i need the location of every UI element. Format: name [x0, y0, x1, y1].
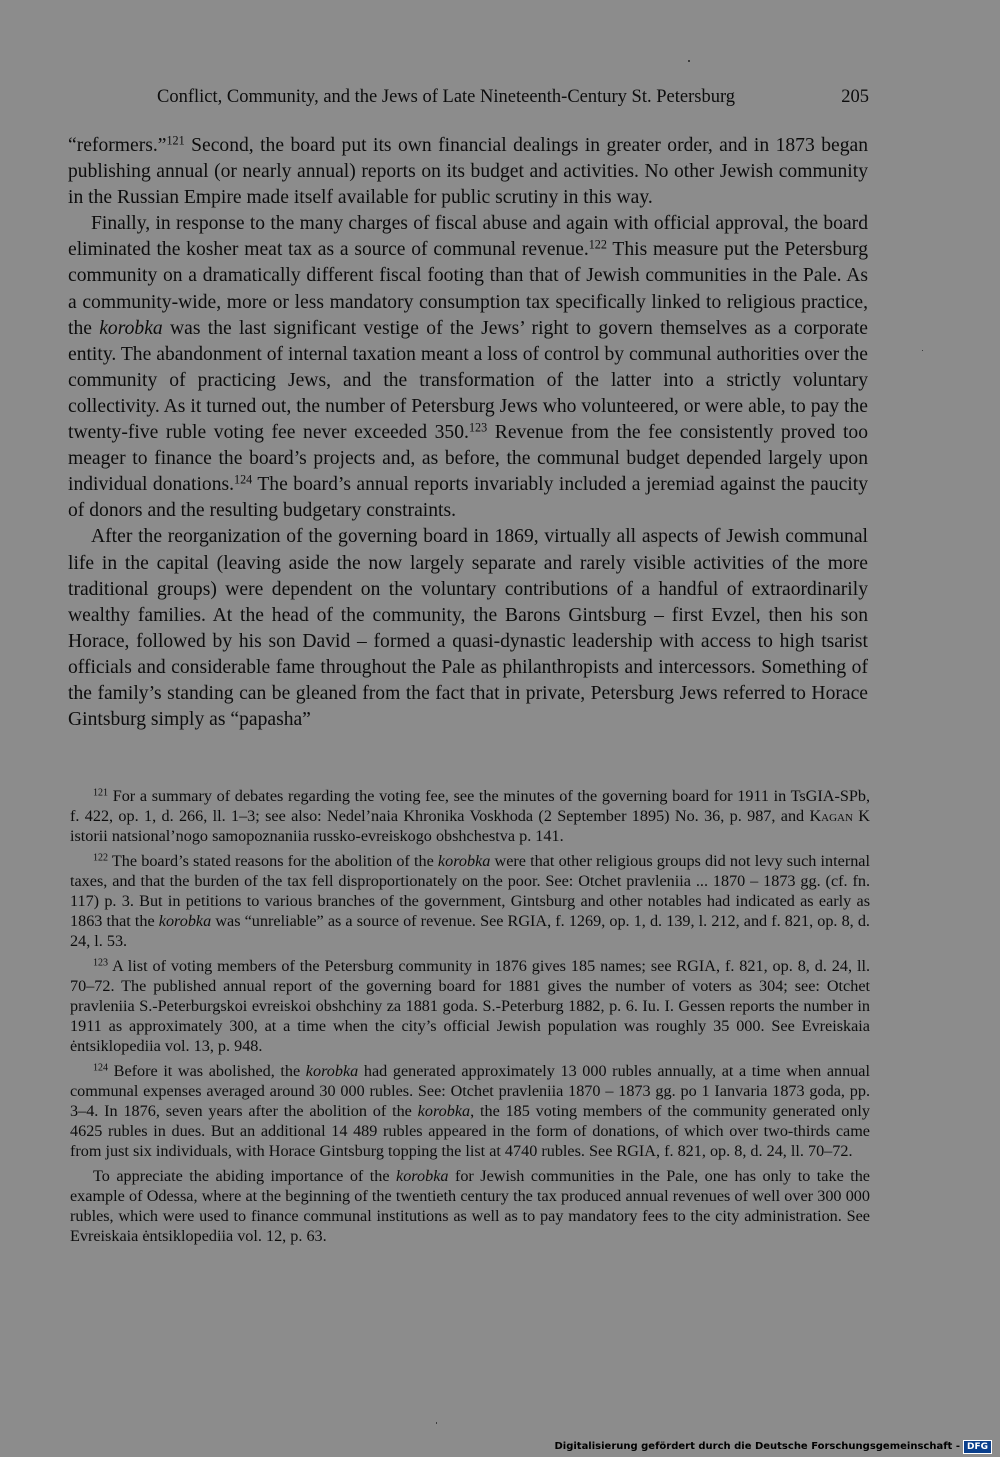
- text-run: were that other religious groups did not levy such internal taxes, and that the burden of the tax fell disproportionately on the poor. See: Otchet pravleniia ... 1870 – 1873 gg. (cf. fn. 117) p. 3. But in petitions to various branches of the government, Gintsburg and other notables had indicated as early as 1863 that the: [70, 852, 870, 930]
- text-run: Before it was abolished, the: [108, 1062, 306, 1081]
- author-name: Kagan: [809, 806, 853, 825]
- italic-term: korobka: [305, 1062, 359, 1081]
- footnote-marker: 123: [468, 420, 488, 435]
- footnote: [70, 957, 870, 1056]
- scan-speck: [922, 350, 923, 351]
- main-text: [68, 133, 868, 733]
- text-run: To appreciate the abiding importance of the: [93, 1167, 397, 1186]
- text-run: This measure put the Petersburg community on a dramatically different fiscal footing than that of Jewish communities in the Pale. As a community-wide, more or less mandatory consumption tax specifically linked to religious practice, the: [68, 239, 869, 339]
- italic-term: korobka: [437, 852, 491, 871]
- italic-term: korobka: [396, 1167, 449, 1186]
- text-run: For a summary of debates regarding the voting fee, see the minutes of the governing board for 1911 in TsGIA-SPb, f. 422, op. 1, d. 266, ll. 1–3; see also: Nedel’naia Khronika Voskhoda (2 September 1895) No. 36, p. 987, and: [70, 787, 870, 825]
- text-run: Revenue from the fee consistently proved too meager to finance the board’s projects and, as before, the communal budget depended largely upon individual donations.: [68, 422, 868, 496]
- page-number: 205: [841, 87, 869, 107]
- footnote: [70, 1062, 870, 1161]
- text-run: for Jewish communities in the Pale, one has only to take the example of Odessa, where at the beginning of the twentieth century the tax produced annual revenues of well over 300 000 rubles, which were used to finance communal institutions as well as to pay mandatory fees to the city administration. See Evreiskaia ėntsiklopediia vol. 12, p. 63.: [70, 1167, 870, 1245]
- footnote: [70, 1167, 870, 1246]
- footnote-marker: 122: [93, 852, 109, 864]
- footnote-marker: 124: [234, 472, 253, 487]
- running-title: Conflict, Community, and the Jews of Late Nineteenth-Century St. Petersburg: [157, 87, 736, 107]
- text-run: K istorii natsional’nogo samopoznaniia russko-evreiskogo obshchestva p. 141.: [70, 806, 870, 845]
- footnote-marker: 121: [166, 133, 185, 148]
- text-run: was “unreliable” as a source of revenue. See RGIA, f. 1269, op. 1, d. 139, l. 212, and f. 821, op. 8, d. 24, l. 53.: [70, 911, 870, 950]
- footnote: [70, 852, 870, 951]
- text-run: “reformers.”: [68, 135, 167, 156]
- text-run: Second, the board put its own financial dealings in greater order, and in 1873 began publishing annual (or nearly annual) reports on its budget and activities. No other Jewish community in the Russian Empire made itself available for public scrutiny in this way.: [68, 135, 868, 209]
- footnotes: [70, 787, 870, 1253]
- italic-term: korobka: [99, 317, 163, 339]
- footnote-marker: 122: [588, 237, 607, 252]
- italic-term: korobka: [158, 911, 212, 930]
- text-run: Finally, in response to the many charges of fiscal abuse and again with official approval, the board eliminated the kosher meat tax as a source of communal revenue.: [68, 213, 868, 261]
- scan-speck: [436, 1422, 437, 1424]
- footnote-marker: 124: [93, 1062, 109, 1074]
- footnote: [70, 787, 870, 846]
- italic-term: korobka: [417, 1101, 471, 1120]
- text-run: , the 185 voting members of the community generated only 4625 rubles in dues. But an additional 14 489 rubles appeared in the form of donations, of which over two-thirds came from just six individuals, with Horace Gintsburg topping the list at 4740 rubles. See RGIA, f. 821, op. 8, d. 24, ll. 70–72.: [70, 1101, 870, 1160]
- text-run: The board’s annual reports invariably included a jeremiad against the paucity of donors and the resulting budgetary constraints.: [68, 474, 868, 522]
- text-run: was the last significant vestige of the Jews’ right to govern themselves as a corporate entity. The abandonment of internal taxation meant a loss of control by communal authorities over the community of practicing Jews, and the transformation of the latter into a strictly voluntary collectivity. As it turned out, the number of Petersburg Jews who volunteered, or were able, to pay the twenty-five ruble voting fee never exceeded 350.: [68, 317, 868, 444]
- text-run: The board’s stated reasons for the abolition of the: [108, 852, 438, 871]
- dfg-logo-icon: DFG: [963, 1440, 992, 1454]
- running-header: [157, 84, 869, 110]
- body-paragraph: [68, 524, 868, 733]
- scan-speck: [688, 60, 690, 62]
- digitization-footer: [554, 1439, 992, 1455]
- footnote-marker: 121: [93, 787, 109, 799]
- footnote-marker: 123: [93, 957, 109, 969]
- text-run: had generated approximately 13 000 rubles annually, at a time when annual communal expenses averaged around 30 000 rubles. See: Otchet pravleniia 1870 – 1873 gg. po 1 Ianvaria 1873 goda, pp. 3–4. In 1876, seven years after the abolition of the: [70, 1062, 870, 1120]
- text-run: A list of voting members of the Petersburg community in 1876 gives 185 names; see RGIA, f. 821, op. 8, d. 24, ll. 70–72. The published annual report of the governing board for 1881 gives the number of voters as 304; see: Otchet pravleniia S.-Peterburgskoi evreiskoi obshchiny za 1881 goda. S.-Peterburg 1882, p. 6. Iu. I. Gessen reports the number in 1911 as approximately 300, at a time when the city’s official Jewish population was roughly 35 000. See Evreiskaia ėntsiklopediia vol. 13, p. 948.: [70, 957, 870, 1055]
- text-run: After the reorganization of the governing board in 1869, virtually all aspects of Jewish communal life in the capital (leaving aside the now largely separate and rarely visible activities of the more traditional groups) were dependent on the voluntary contributions of a handful of extraordinarily wealthy families. At the head of the community, the Barons Gintsburg – first Evzel, then his son Horace, followed by his son David – formed a quasi-dynastic leadership with access to high tsarist officials and considerable fame throughout the Pale as philanthropists and intercessors. Something of the family’s standing can be gleaned from the fact that in private, Petersburg Jews referred to Horace Gintsburg simply as “papasha”: [68, 526, 868, 731]
- footer-text: Digitalisierung gefördert durch die Deutsche Forschungsgemeinschaft -: [554, 1441, 960, 1452]
- body-paragraph: [68, 133, 868, 211]
- body-paragraph: [68, 211, 868, 524]
